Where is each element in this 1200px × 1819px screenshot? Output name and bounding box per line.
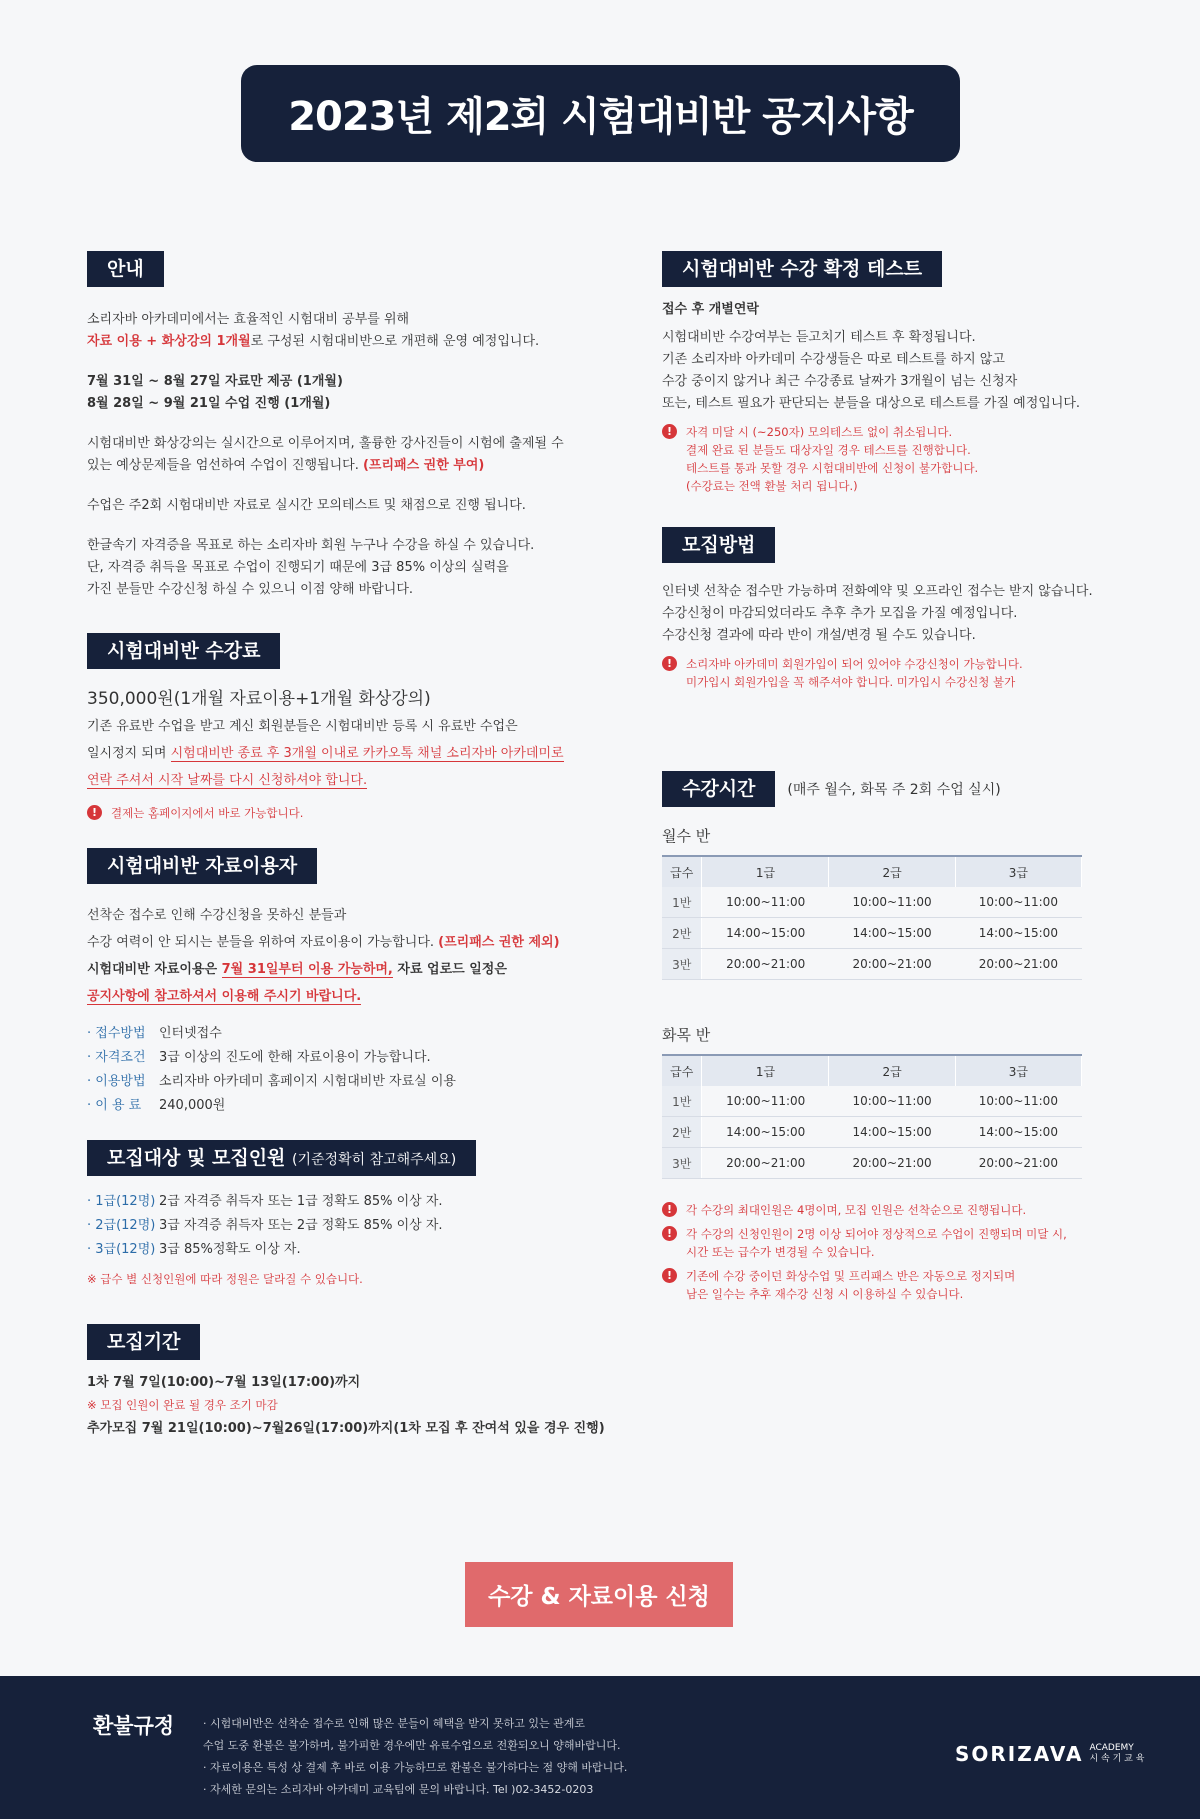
target-note: ※ 급수 별 신청인원에 따라 정원은 달라질 수 있습니다. [87,1272,363,1286]
period-heading: 모집기간 [87,1324,200,1360]
target-list [87,1190,607,1262]
guide-para2a: 시험대비반 화상강의는 실시간으로 이루어지며, 훌륭한 강사진들이 시험에 출제될 수 [87,436,564,451]
tt-label: 화목 반 [662,1026,711,1044]
alert-icon: ! [662,424,677,439]
col-header: 2급 [829,856,955,887]
sorizava-logo: SORIZAVA ACADEMY 시 속 기 교 육 [955,1742,1145,1766]
fee-line2: 일시정지 되며 시험대비반 종료 후 3개월 이내로 카카오톡 채널 소리자바 아카데미로 [87,746,564,761]
fee-line3: 연락 주셔서 시작 날짜를 다시 신청하셔야 합니다. [87,773,368,788]
alert-icon: ! [662,1268,677,1283]
material-line1: 선착순 접수로 인해 수강신청을 못하신 분들과 [87,908,347,923]
col-header: 3급 [955,1055,1081,1086]
schedule-subtitle: (매주 월수, 화목 주 2회 수업 실시) [787,782,1001,798]
test-warning: ! 자격 미달 시 (~250자) 모의테스트 없이 취소됩니다. 결제 완료 된 분들도 대상자일 경우 테스트를 진행합니다. 테스트를 통과 못할 경우 시험대비반에 신청이 불가합니다. (수강료는 전액 환불 처리 됩니다.) [662,423,1122,495]
refund-lines: · 시험대비반은 선착순 접수로 인해 많은 분들이 혜택을 받지 못하고 있는 관계로 수업 도중 환불은 불가하며, 불가피한 경우에만 유료수업으로 전환되오니 양해바랍니다. · 자료이용은 특성 상 결제 후 바로 이용 가능하므로 환불은 불가하다는 점 양해 바랍니다. · 자세한 문의는 소리자바 아카데미 교육팀에 문의 바랍니다. Tel )02-3452-0203 [203,1717,628,1796]
refund-title: 환불규정 [93,1714,175,1738]
material-line3: 시험대비반 자료이용은 7월 31일부터 이용 가능하며, 자료 업로드 일정은 [87,962,507,977]
material-item: · 자격조건 3급 이상의 진도에 한해 자료이용이 가능합니다. [87,1050,431,1065]
col-header: 1급 [702,1055,829,1086]
target-heading: 모집대상 및 모집인원 (기준정확히 참고해주세요) [87,1140,476,1176]
test-heading: 시험대비반 수강 확정 테스트 [662,251,942,287]
col-header: 급수 [662,1055,702,1086]
table-row: 3반 20:00~21:00 20:00~21:00 20:00~21:00 [662,949,1082,980]
material-details [87,1022,607,1118]
mw-table [662,855,1082,980]
material-heading: 시험대비반 자료이용자 [87,848,317,884]
alert-icon: ! [662,656,677,671]
table-row: 1반 10:00~11:00 10:00~11:00 10:00~11:00 [662,1086,1082,1117]
method-line2: 수강신청이 마감되었더라도 추후 추가 모집을 가질 예정입니다. [662,606,1018,621]
test-line4: 또는, 테스트 필요가 판단되는 분들을 대상으로 테스트를 가질 예정입니다. [662,396,1081,411]
page-title: 2023년 제2회 시험대비반 공지사항 [241,65,960,162]
method-heading: 모집방법 [662,527,775,563]
schedule-warning-1: ! 각 수강의 최대인원은 4명이며, 모집 인원은 선착순으로 진행됩니다. [662,1201,1122,1219]
refund-footer [0,1676,1200,1819]
fee-heading: 시험대비반 수강료 [87,633,280,669]
table-row: 1반 10:00~11:00 10:00~11:00 10:00~11:00 [662,887,1082,918]
col-header: 급수 [662,856,702,887]
method-line3: 수강신청 결과에 따라 반이 개설/변경 될 수도 있습니다. [662,628,976,643]
guide-para4a: 한글속기 자격증을 목표로 하는 소리자바 회원 누구나 수강을 하실 수 있습니다. [87,538,535,553]
target-item: · 3급(12명) 3급 85%정확도 이상 자. [87,1242,301,1257]
test-subtitle: 접수 후 개별연락 [662,302,759,317]
guide-date2: 8월 28일 ~ 9월 21일 수업 진행 (1개월) [87,396,331,411]
test-line2: 기존 소리자바 아카데미 수강생들은 따로 테스트를 하지 않고 [662,352,1005,367]
schedule-heading: 수강시간 [662,771,775,807]
material-item: · 이 용 료 240,000원 [87,1098,226,1113]
col-header: 2급 [829,1055,955,1086]
guide-heading: 안내 [87,251,164,287]
tt-table [662,1054,1082,1179]
material-item: · 접수방법 인터넷접수 [87,1026,222,1041]
material-item: · 이용방법 소리자바 아카데미 홈페이지 시험대비반 자료실 이용 [87,1074,456,1089]
right-column [662,251,1122,1303]
guide-intro2: 자료 이용 + 화상강의 1개월로 구성된 시험대비반으로 개편해 운영 예정입니다. [87,334,540,349]
period-first: 1차 7월 7일(10:00)~7월 13일(17:00)까지 [87,1375,361,1390]
fee-line1: 기존 유료반 수업을 받고 계신 회원분들은 시험대비반 등록 시 유료반 수업은 [87,719,518,734]
table-row: 2반 14:00~15:00 14:00~15:00 14:00~15:00 [662,918,1082,949]
guide-para4b: 단, 자격증 취득을 목표로 수업이 진행되기 때문에 3급 85% 이상의 실력을 [87,560,509,575]
method-warning: ! 소리자바 아카데미 회원가입이 되어 있어야 수강신청이 가능합니다. 미가입시 회원가입을 꼭 해주셔야 합니다. 미가입시 수강신청 불가 [662,655,1122,691]
guide-date1: 7월 31일 ~ 8월 27일 자료만 제공 (1개월) [87,374,343,389]
fee-warning: ! 결제는 홈페이지에서 바로 가능합니다. [87,804,607,822]
col-header: 3급 [955,856,1081,887]
table-row: 3반 20:00~21:00 20:00~21:00 20:00~21:00 [662,1148,1082,1179]
target-item: · 2급(12명) 3급 자격증 취득자 또는 2급 정확도 85% 이상 자. [87,1218,443,1233]
table-row: 2반 14:00~15:00 14:00~15:00 14:00~15:00 [662,1117,1082,1148]
guide-para3: 수업은 주2회 시험대비반 자료로 실시간 모의테스트 및 채점으로 진행 됩니다. [87,498,526,513]
material-line2: 수강 여력이 안 되시는 분들을 위하여 자료이용이 가능합니다. (프리패스 권한 제외) [87,935,560,950]
target-item: · 1급(12명) 2급 자격증 취득자 또는 1급 정확도 85% 이상 자. [87,1194,443,1209]
test-line3: 수강 중이지 않거나 최근 수강종료 날짜가 3개월이 넘는 신청자 [662,374,1018,389]
period-first-note: ※ 모집 인원이 완료 될 경우 조기 마감 [87,1398,278,1412]
guide-para2b: 있는 예상문제들을 엄선하여 수업이 진행됩니다. (프리패스 권한 부여) [87,458,485,473]
mw-label: 월수 반 [662,827,711,845]
alert-icon: ! [662,1202,677,1217]
fee-price: 350,000원(1개월 자료이용+1개월 화상강의) [87,689,431,709]
alert-icon: ! [87,805,102,820]
guide-para4c: 가진 분들만 수강신청 하실 수 있으니 이점 양해 바랍니다. [87,582,414,597]
guide-intro1: 소리자바 아카데미에서는 효율적인 시험대비 공부를 위해 [87,312,410,327]
left-column [87,251,607,1442]
schedule-warning-3: ! 기존에 수강 중이던 화상수업 및 프리패스 반은 자동으로 정지되며 남은 일수는 추후 재수강 신청 시 이용하실 수 있습니다. [662,1267,1122,1303]
alert-icon: ! [662,1226,677,1241]
apply-button[interactable]: 수강 & 자료이용 신청 [465,1562,733,1627]
schedule-warning-2: ! 각 수강의 신청인원이 2명 이상 되어야 정상적으로 수업이 진행되며 미달 시, 시간 또는 급수가 변경될 수 있습니다. [662,1225,1122,1261]
material-line4: 공지사항에 참고하셔서 이용해 주시기 바랍니다. [87,989,362,1004]
col-header: 1급 [702,856,829,887]
schedule-header [662,771,1122,807]
period-extra: 추가모집 7월 21일(10:00)~7월26일(17:00)까지(1차 모집 후 잔여석 있을 경우 진행) [87,1421,605,1436]
method-line1: 인터넷 선착순 접수만 가능하며 전화예약 및 오프라인 접수는 받지 않습니다. [662,584,1093,599]
test-line1: 시험대비반 수강여부는 듣고치기 테스트 후 확정됩니다. [662,330,976,345]
